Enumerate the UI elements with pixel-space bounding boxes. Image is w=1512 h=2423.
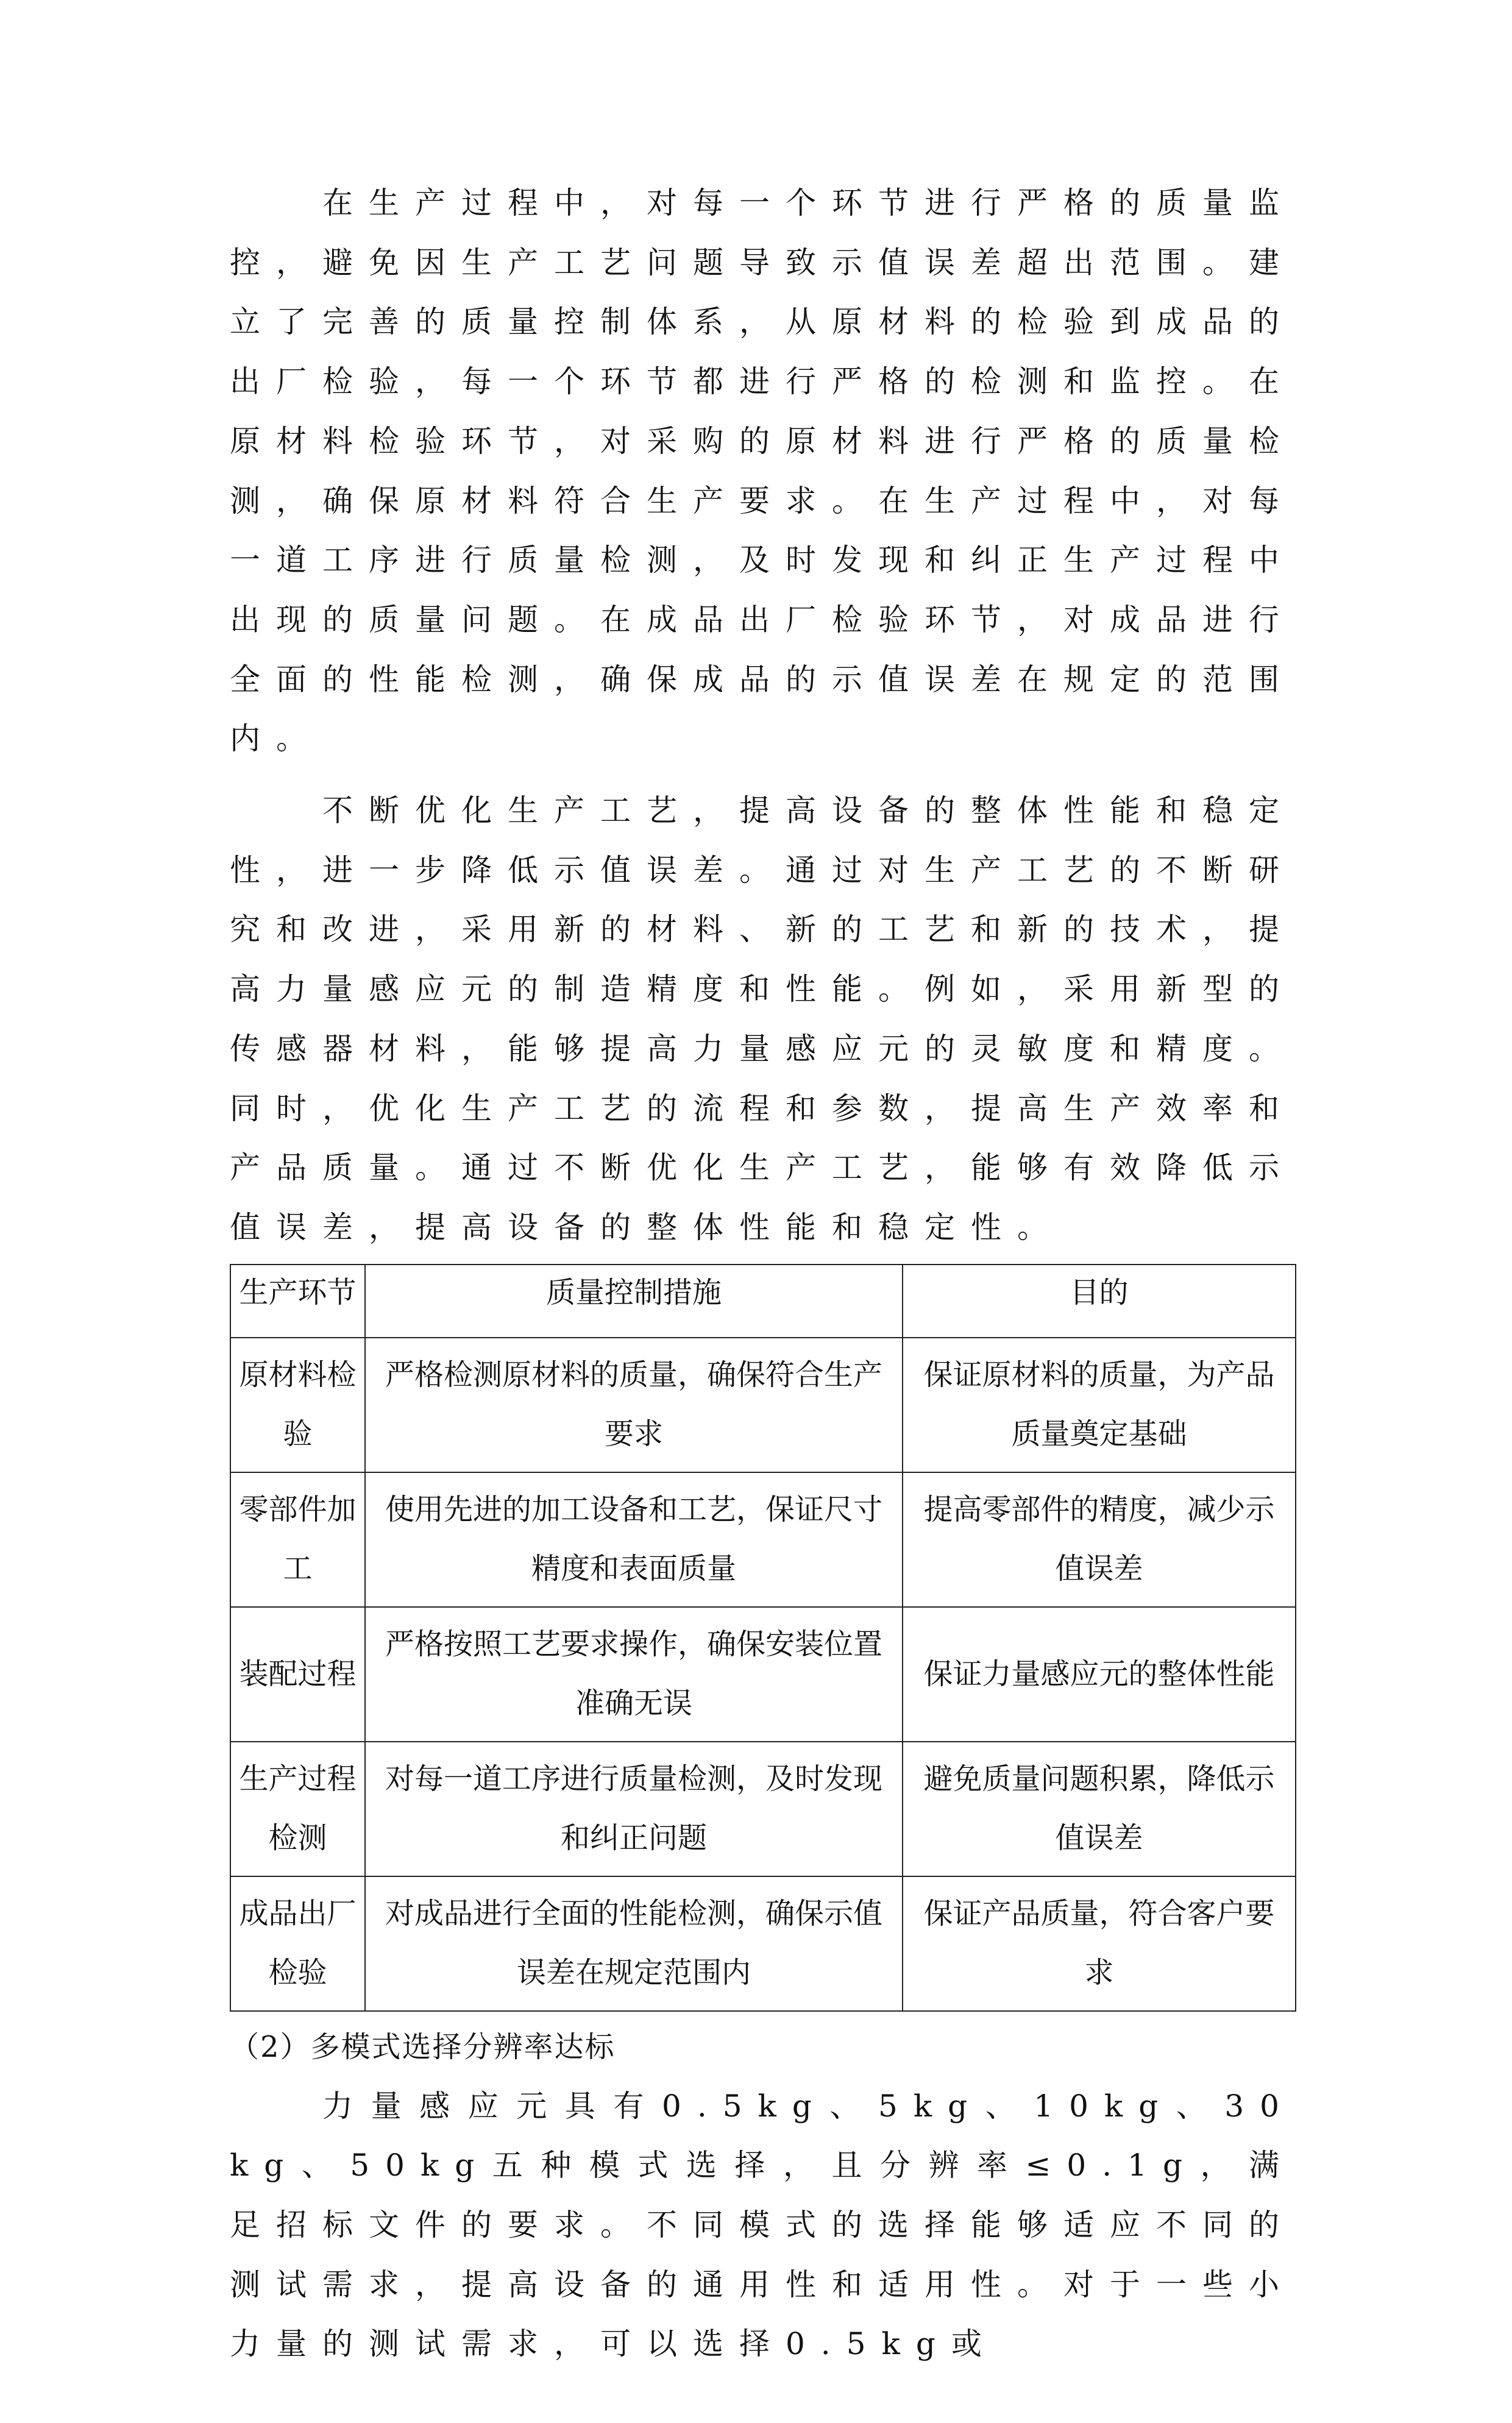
- quality-control-table: [230, 1264, 1296, 2012]
- paragraph-multimode: 力量感应元具有0.5kg、5kg、10kg、30kg、50kg五种模式选择，且分辨率≤0.1g，满足招标文件的要求。不同模式的选择能够适应不同的测试需求，提高设备的通用性和适用性。对于一些小力量的测试需求，可以选择0.5kg或: [230, 2088, 1295, 2362]
- cell-purpose: 保证产品质量，符合客户要求: [903, 1876, 1296, 2011]
- table-row: [230, 1472, 1296, 1607]
- header-purpose: 目的: [903, 1265, 1296, 1338]
- table-row: [230, 1338, 1296, 1472]
- document-page: [230, 0, 1295, 2423]
- cell-measures: 对成品进行全面的性能检测，确保示值误差在规定范围内: [365, 1876, 903, 2011]
- cell-measures: 严格检测原材料的质量，确保符合生产要求: [365, 1338, 903, 1472]
- paragraph-quality-monitoring: 在生产过程中，对每一个环节进行严格的质量监控，避免因生产工艺问题导致示值误差超出范围。建立了完善的质量控制体系，从原材料的检验到成品的出厂检验，每一个环节都进行严格的检测和监控。在原材料检验环节，对采购的原材料进行严格的质量检测，确保原材料符合生产要求。在生产过程中，对每一道工序进行质量检测，及时发现和纠正生产过程中出现的质量问题。在成品出厂检验环节，对成品进行全面的性能检测，确保成品的示值误差在规定的范围内。: [230, 185, 1295, 757]
- table-row: [230, 1742, 1296, 1876]
- table-header-row: [230, 1265, 1296, 1338]
- cell-stage: 零部件加工: [230, 1472, 365, 1607]
- cell-stage: 成品出厂检验: [230, 1876, 365, 2011]
- table-row: [230, 1607, 1296, 1742]
- header-stage: 生产环节: [230, 1265, 365, 1338]
- cell-purpose: 提高零部件的精度，减少示值误差: [903, 1472, 1296, 1607]
- header-measures: 质量控制措施: [365, 1265, 903, 1338]
- cell-purpose: 保证力量感应元的整体性能: [903, 1607, 1296, 1742]
- cell-measures: 严格按照工艺要求操作，确保安装位置准确无误: [365, 1607, 903, 1742]
- cell-stage: 原材料检验: [230, 1338, 365, 1472]
- table-wrapper: [230, 1264, 1295, 2012]
- table-row: [230, 1876, 1296, 2011]
- paragraph-process-optimization: 不断优化生产工艺，提高设备的整体性能和稳定性，进一步降低示值误差。通过对生产工艺的不断研究和改进，采用新的材料、新的工艺和新的技术，提高力量感应元的制造精度和性能。例如，采用新型的传感器材料，能够提高力量感应元的灵敏度和精度。同时，优化生产工艺的流程和参数，提高生产效率和产品质量。通过不断优化生产工艺，能够有效降低示值误差，提高设备的整体性能和稳定性。: [230, 793, 1295, 1245]
- cell-purpose: 保证原材料的质量，为产品质量奠定基础: [903, 1338, 1296, 1472]
- cell-measures: 使用先进的加工设备和工艺，保证尺寸精度和表面质量: [365, 1472, 903, 1607]
- cell-measures: 对每一道工序进行质量检测，及时发现和纠正问题: [365, 1742, 903, 1876]
- section-heading: （2）多模式选择分辨率达标: [230, 2029, 616, 2064]
- cell-stage: 装配过程: [230, 1607, 365, 1742]
- cell-stage: 生产过程检测: [230, 1742, 365, 1876]
- cell-purpose: 避免质量问题积累，降低示值误差: [903, 1742, 1296, 1876]
